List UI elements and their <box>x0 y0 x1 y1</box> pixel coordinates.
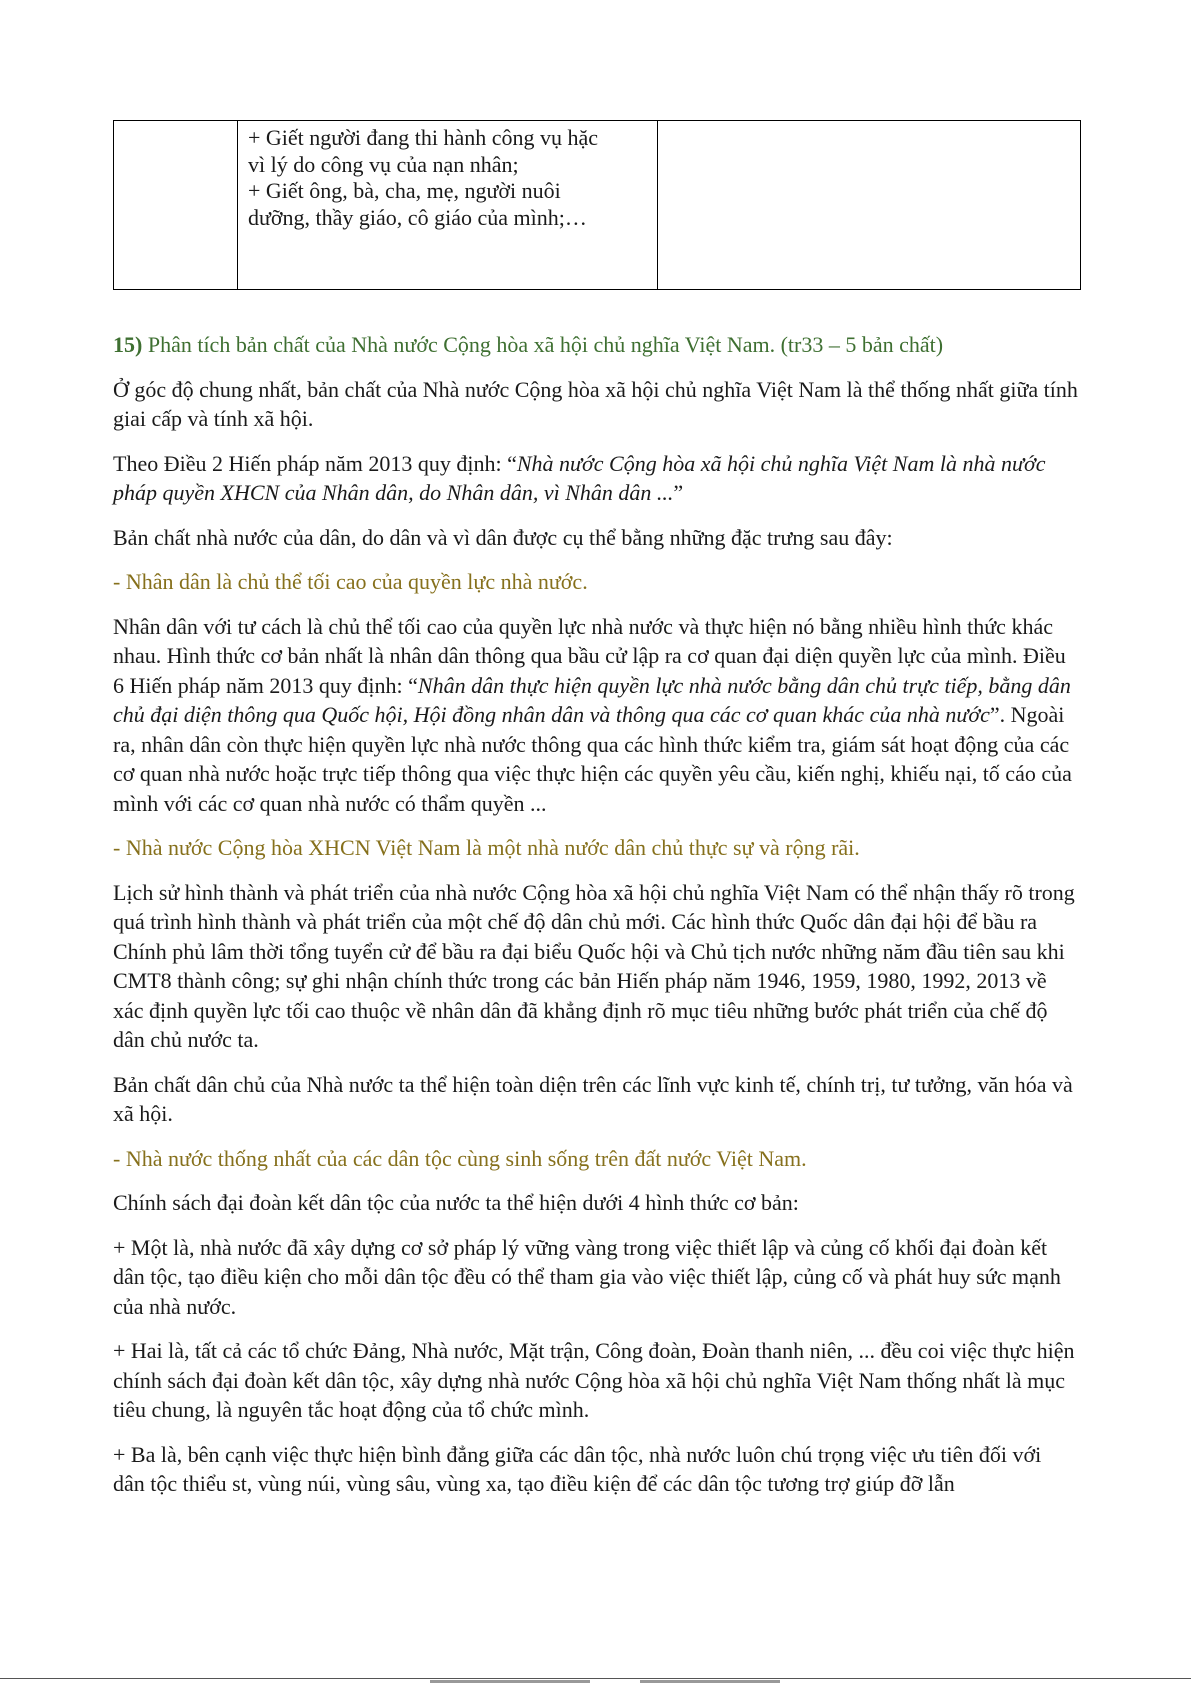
paragraph-article-6 <box>113 612 1078 819</box>
text-run: Nhân dân với tư cách là chủ thể tối cao của quyền lực nhà nước và thực hiện nó bằng nhiều hình thức khác nhau. Hình thức cơ bản nhất là nhân dân thông qua bầu cử lập ra cơ quan đại diện quyền lực của mình. Điều 6 Hiến pháp năm 2013 quy định: “ <box>113 613 1066 698</box>
table-cell-empty-left <box>114 121 238 290</box>
text-run: ”. Ngoài ra, nhân dân còn thực hiện quyền lực nhà nước thông qua các hình thức kiểm tra, giám sát hoạt động của các cơ quan nhà nước hoặc trực tiếp thông qua việc thực hiện các quyền yêu cầu, kiến nghị, khiếu nại, tố cáo của mình với các cơ quan nhà nước có thẩm quyền ... <box>113 702 1072 816</box>
footer-mark <box>640 1680 780 1683</box>
paragraph: Chính sách đại đoàn kết dân tộc của nước ta thể hiện dưới 4 hình thức cơ bản: <box>113 1190 799 1215</box>
paragraph: + Một là, nhà nước đã xây dựng cơ sở pháp lý vững vàng trong việc thiết lập và củng cố khối đại đoàn kết dân tộc, tạo điều kiện cho mỗi dân tộc đều có thể tham gia vào việc thiết lập, củng cố và phát huy sức mạnh của nhà nước. <box>113 1234 1061 1319</box>
paragraph: Bản chất dân chủ của Nhà nước ta thể hiện toàn diện trên các lĩnh vực kinh tế, chính trị, tư tưởng, văn hóa và xã hội. <box>113 1071 1073 1126</box>
paragraph: + Hai là, tất cả các tổ chức Đảng, Nhà nước, Mặt trận, Công đoàn, Đoàn thanh niên, ... đều coi việc thực hiện chính sách đại đoàn kết dân tộc, xây dựng nhà nước Cộng hòa xã hội chủ nghĩa Việt Nam thống nhất là mục tiêu chung, là nguyên tắc hoạt động của tổ chức mình. <box>113 1338 1075 1422</box>
table-cell-empty-right <box>658 121 1081 290</box>
paragraph: Ở góc độ chung nhất, bản chất của Nhà nước Cộng hòa xã hội chủ nghĩa Việt Nam là thể thống nhất giữa tính giai cấp và tính xã hội. <box>113 376 1078 431</box>
subheading: - Nhà nước thống nhất của các dân tộc cùng sinh sống trên đất nước Việt Nam. <box>113 1145 807 1171</box>
footer-mark <box>430 1680 590 1683</box>
cell-line: + Giết người đang thi hành công vụ hặc <box>248 125 599 150</box>
question-text: Phân tích bản chất của Nhà nước Cộng hòa xã hội chủ nghĩa Việt Nam. (tr33 – 5 bản chất) <box>142 332 944 357</box>
table-fragment <box>113 120 1081 290</box>
question-number: 15) <box>113 332 143 357</box>
question-heading <box>113 330 1078 360</box>
text-run: Theo Điều 2 Hiến pháp năm 2013 quy định: “ <box>113 450 517 476</box>
table-row <box>114 121 1081 290</box>
text-run: ” <box>673 480 684 505</box>
cell-line: vì lý do công vụ của nạn nhân; <box>248 151 519 177</box>
paragraph: Bản chất nhà nước của dân, do dân và vì dân được cụ thể bằng những đặc trưng sau đây: <box>113 524 893 550</box>
footer-line <box>0 1678 1191 1679</box>
quote-italic: Nhân dân thực hiện quyền lực nhà nước bằng dân chủ trực tiếp, bằng dân chủ đại diện thông qua Quốc hội, Hội đồng nhân dân và thông qua các cơ quan khác của nhà nước <box>113 672 1071 727</box>
cell-line: + Giết ông, bà, cha, mẹ, người nuôi <box>248 178 561 203</box>
subheading: - Nhân dân là chủ thể tối cao của quyền lực nhà nước. <box>113 569 588 594</box>
paragraph-article-2 <box>113 449 1078 508</box>
paragraph: Lịch sử hình thành và phát triển của nhà nước Cộng hòa xã hội chủ nghĩa Việt Nam có thể nhận thấy rõ trong quá trình hình thành và phát triển của một chế độ dân chủ mới. Các hình thức Quốc dân đại hội để bầu ra Chính phủ lâm thời tổng tuyển cử để bầu ra đại biểu Quốc hội và Chủ tịch nước những năm đầu tiên sau khi CMT8 thành công; sự ghi nhận chính thức trong các bản Hiến pháp năm 1946, 1959, 1980, 1992, 2013 về xác định quyền lực tối cao thuộc về nhân dân đã khẳng định rõ mục tiêu những bước phát triển của chế độ dân chủ nước ta. <box>113 879 1075 1052</box>
subheading: - Nhà nước Cộng hòa XHCN Việt Nam là một nhà nước dân chủ thực sự và rộng rãi. <box>113 835 860 860</box>
cell-line: dưỡng, thầy giáo, cô giáo của mình;… <box>248 204 587 230</box>
page-footer-rule <box>0 1674 1191 1685</box>
table-cell-content <box>238 121 658 290</box>
main-content <box>113 330 1078 1514</box>
paragraph: + Ba là, bên cạnh việc thực hiện bình đẳng giữa các dân tộc, nhà nước luôn chú trọng việc ưu tiên đối với dân tộc thiểu st, vùng núi, vùng sâu, vùng xa, tạo điều kiện để các dân tộc tương trợ giúp đỡ lẫn <box>113 1441 1042 1496</box>
quote-italic: Nhà nước Cộng hòa xã hội chủ nghĩa Việt Nam là nhà nước pháp quyền XHCN của Nhân dân, do Nhân dân, vì Nhân dân ... <box>113 450 1046 505</box>
